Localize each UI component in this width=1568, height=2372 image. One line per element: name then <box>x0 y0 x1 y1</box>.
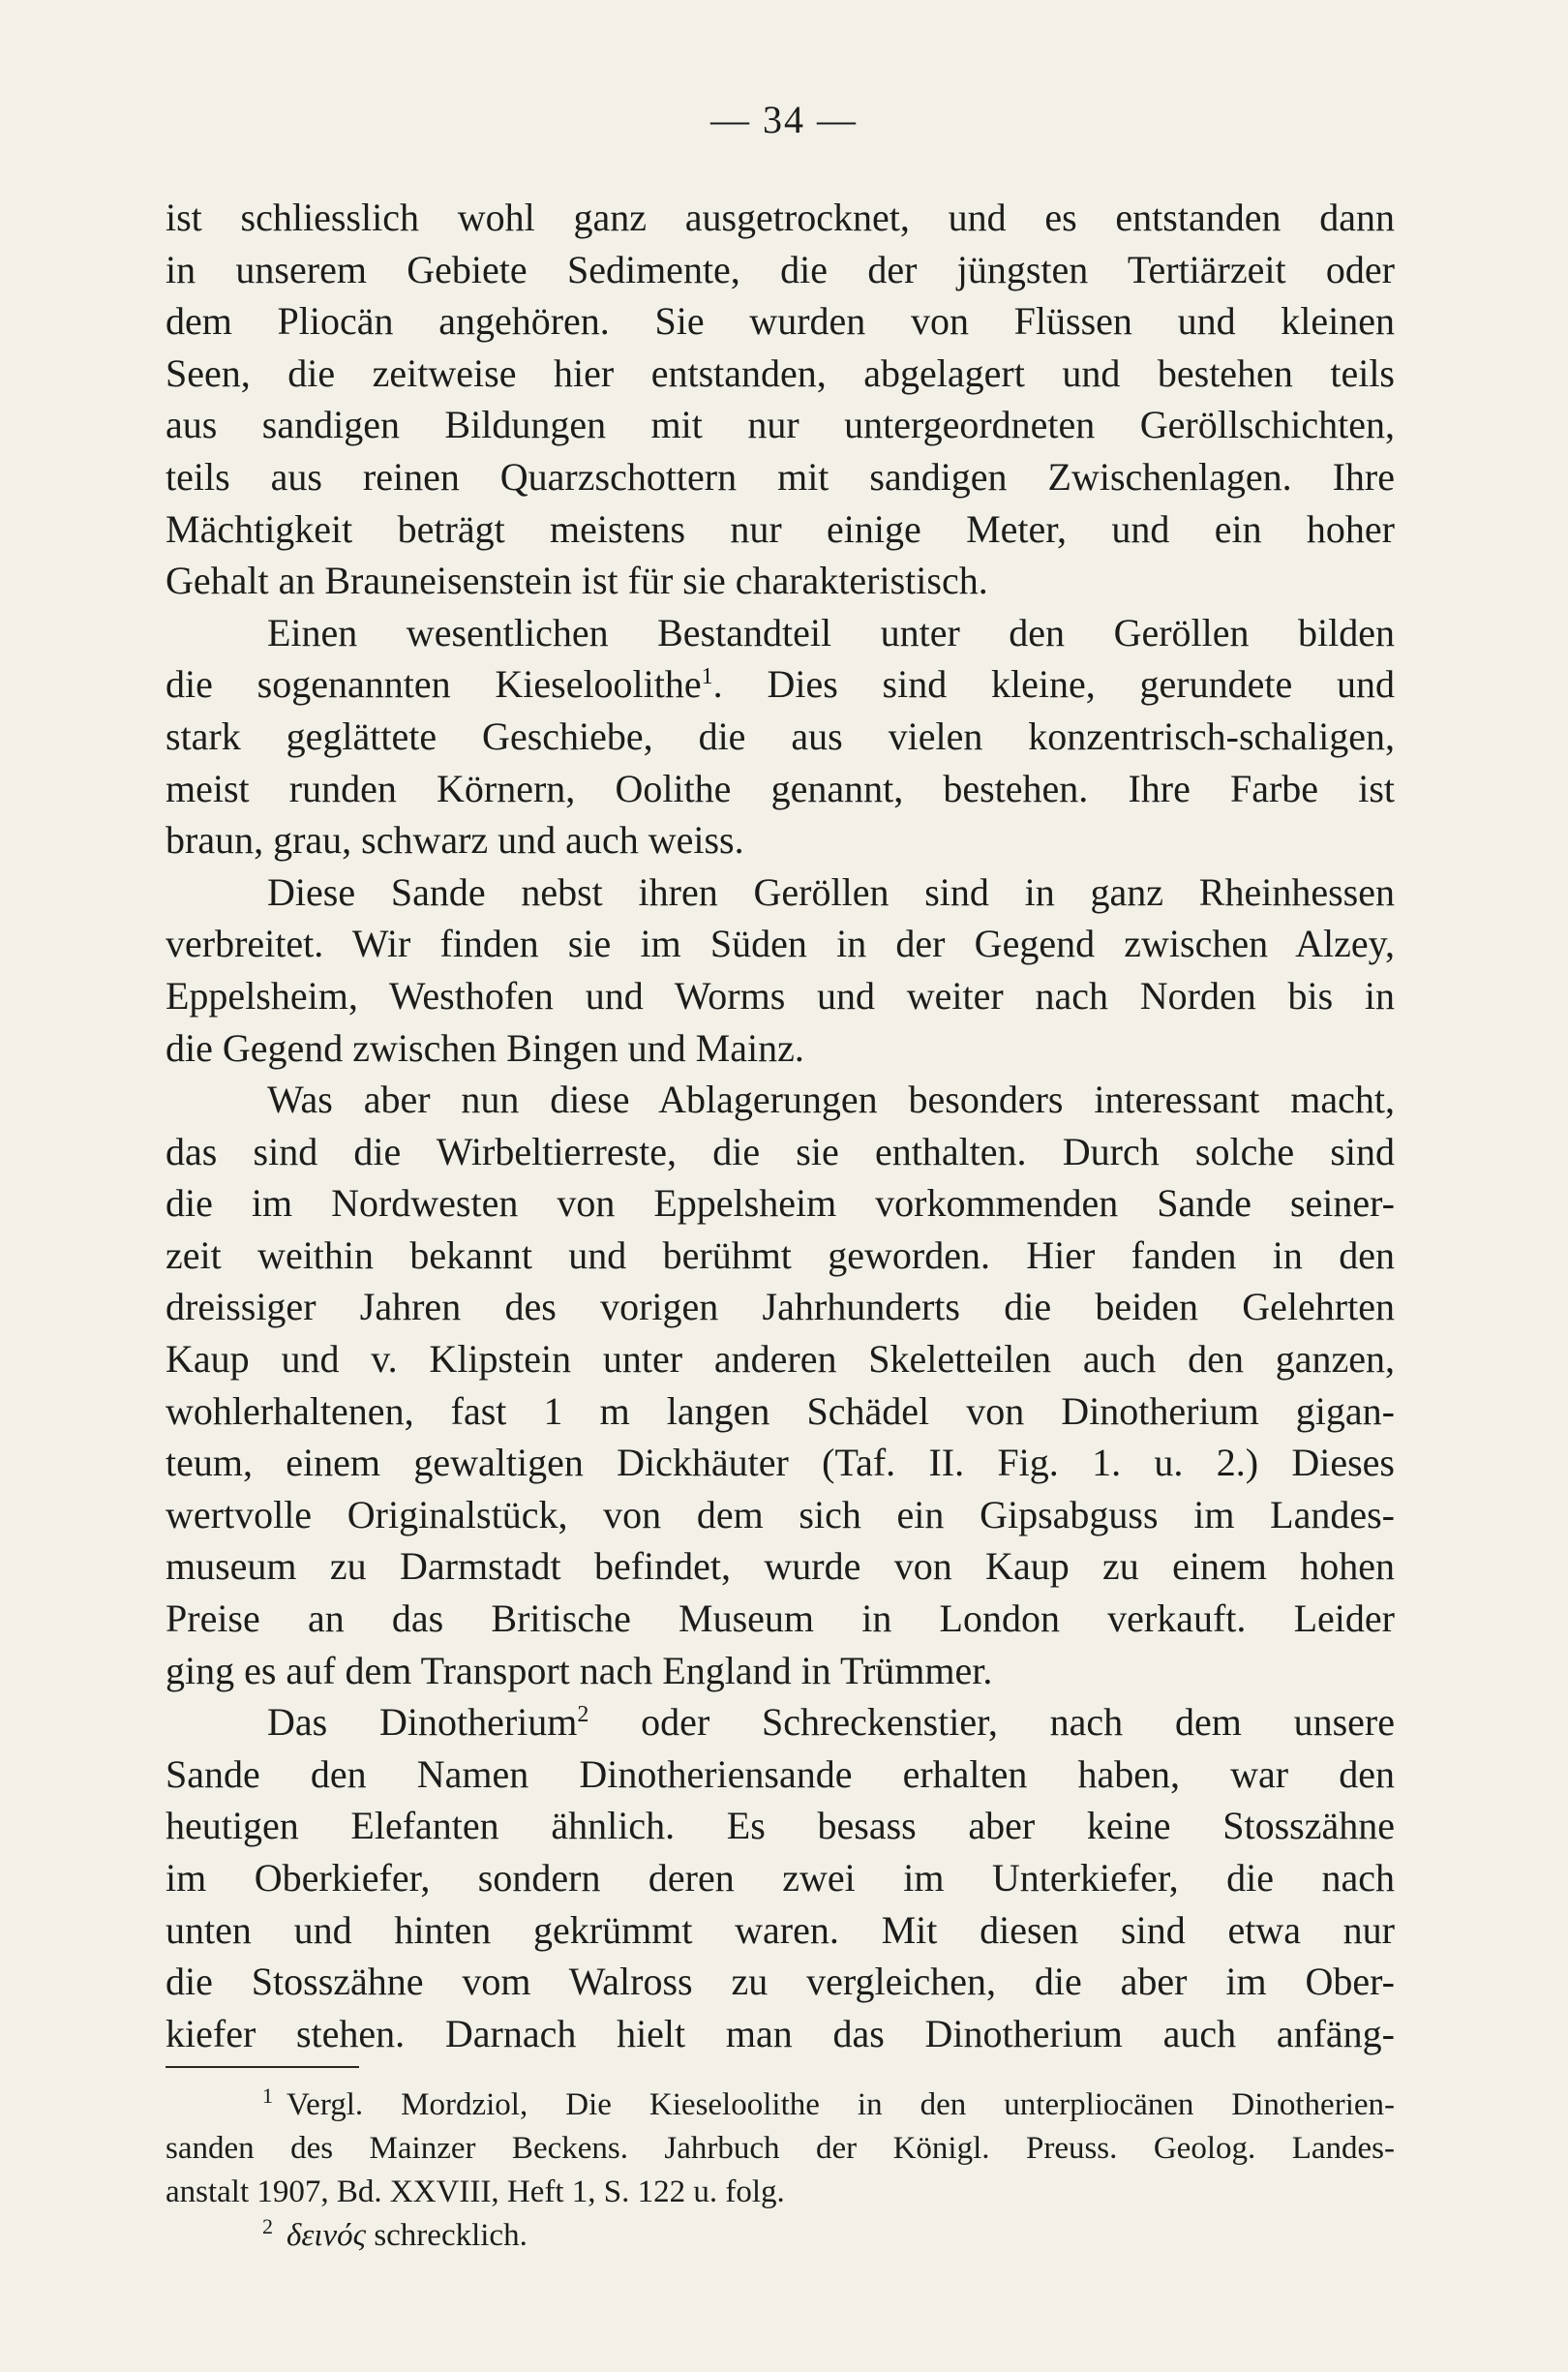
text-line: wohlerhaltenen, fast 1 m langen Schädel von Dinotherium gigan- <box>166 1388 1395 1433</box>
text-line: Gehalt an Brauneisenstein ist für sie charakteristisch. <box>166 559 988 603</box>
footnote-line: anstalt 1907, Bd. XXVIII, Heft 1, S. 122 u. folg. <box>166 2174 785 2209</box>
text-line: aus sandigen Bildungen mit nur untergeordneten Geröllschichten, <box>166 403 1395 447</box>
text-line: meist runden Körnern, Oolithe genannt, bestehen. Ihre Farbe ist <box>166 766 1395 810</box>
footnote-1 <box>166 2083 1395 2214</box>
text-line: Preise an das Britische Museum in London verkauft. Leider <box>166 1597 1395 1641</box>
text-line: heutigen Elefanten ähnlich. Es besass aber keine Stosszähne <box>166 1804 1395 1848</box>
footnote-line <box>166 2083 1395 2127</box>
text-line: in unserem Gebiete Sedimente, die der jüngsten Tertiärzeit oder <box>166 247 1395 291</box>
greek-word: δεινός <box>286 2218 367 2253</box>
text-line: das sind die Wirbeltierreste, die sie enthalten. Durch solche sind <box>166 1129 1395 1173</box>
page-number: — 34 — <box>710 98 858 141</box>
text-line: dem Pliocän angehören. Sie wurden von Flüssen und kleinen <box>166 299 1395 344</box>
text-line: Das Dinotherium$^2$ oder Schreckenstier, nach dem unsere <box>267 1700 1395 1745</box>
text-line: Seen, die zeitweise hier entstanden, abgelagert und bestehen teils <box>166 350 1395 395</box>
paragraph-4 <box>166 1074 1395 1696</box>
text-line: Eppelsheim, Westhofen und Worms und weiter nach Norden bis in <box>166 973 1395 1018</box>
text-line: zeit weithin bekannt und berühmt geworden. Hier fanden in den <box>166 1232 1395 1277</box>
footnote-line: sanden des Mainzer Beckens. Jahrbuch der Königl. Preuss. Geolog. Landes- <box>166 2131 1395 2166</box>
text-line: die Gegend zwischen Bingen und Mainz. <box>166 1025 804 1070</box>
footnote-reference: 2 <box>577 1702 589 1728</box>
text-line: kiefer stehen. Darnach hielt man das Dinotherium auch anfäng- <box>166 2011 1395 2055</box>
text-line: Sande den Namen Dinotheriensande erhalten haben, war den <box>166 1751 1395 1796</box>
text-line: ging es auf dem Transport nach England in Trümmer. <box>166 1648 993 1692</box>
text-line: Mächtigkeit beträgt meistens nur einige Meter, und ein hoher <box>166 506 1395 551</box>
paragraph-2 <box>166 607 1395 867</box>
footnote-2 <box>166 2214 1395 2258</box>
text-line: die sogenannten Kieseloolithe$^1$. Dies sind kleine, gerundete und <box>166 662 1395 707</box>
text-line: die im Nordwesten von Eppelsheim vorkommenden Sande seiner- <box>166 1181 1395 1226</box>
footnote-marker: 1 <box>262 2083 273 2108</box>
text-line: Was aber nun diese Ablagerungen besonders interessant macht, <box>267 1078 1395 1122</box>
text-line: unten und hinten gekrümmt waren. Mit diesen sind etwa nur <box>166 1907 1395 1952</box>
footnote-divider <box>166 2066 359 2068</box>
footnote-text: Vergl. Mordziol, Die Kieseloolithe in den unterpliocänen Dinotherien- <box>286 2087 1395 2122</box>
footnote-text: schrecklich. <box>374 2218 528 2253</box>
text-line: verbreitet. Wir finden sie im Süden in der Gegend zwischen Alzey, <box>166 922 1395 966</box>
paragraph-5 <box>166 1696 1395 2059</box>
text-line: ist schliesslich wohl ganz ausgetrocknet, und es entstanden dann <box>166 196 1395 239</box>
footnote-line <box>166 2214 1395 2258</box>
text-line: Kaup und v. Klipstein unter anderen Skeletteilen auch den ganzen, <box>166 1337 1395 1382</box>
text-line: museum zu Darmstadt befindet, wurde von Kaup zu einem hohen <box>166 1544 1395 1589</box>
text-line: im Oberkiefer, sondern deren zwei im Unterkiefer, die nach <box>166 1856 1395 1900</box>
body-text <box>166 192 1395 2059</box>
text-line: stark geglättete Geschiebe, die aus vielen konzentrisch-schaligen, <box>166 714 1395 758</box>
text-line: Diese Sande nebst ihren Geröllen sind in ganz Rheinhessen <box>267 869 1395 914</box>
text-line: braun, grau, schwarz und auch weiss. <box>166 818 744 863</box>
text-line: teils aus reinen Quarzschottern mit sandigen Zwischenlagen. Ihre <box>166 454 1395 499</box>
text-line: wertvolle Originalstück, von dem sich ein Gipsabguss im Landes- <box>166 1492 1395 1536</box>
text-line: teum, einem gewaltigen Dickhäuter (Taf. II. Fig. 1. u. 2.) Dieses <box>166 1441 1395 1485</box>
text-line: die Stosszähne vom Walross zu vergleichen, die aber im Ober- <box>166 1960 1395 2004</box>
text-line: dreissiger Jahren des vorigen Jahrhunderts die beiden Gelehrten <box>166 1285 1395 1329</box>
text-line: Einen wesentlichen Bestandteil unter den Geröllen bilden <box>267 610 1395 654</box>
paragraph-1 <box>166 192 1395 607</box>
footnotes <box>166 2083 1395 2258</box>
paragraph-3 <box>166 867 1395 1074</box>
footnote-marker: 2 <box>262 2214 273 2238</box>
footnote-reference: 1 <box>701 664 713 690</box>
